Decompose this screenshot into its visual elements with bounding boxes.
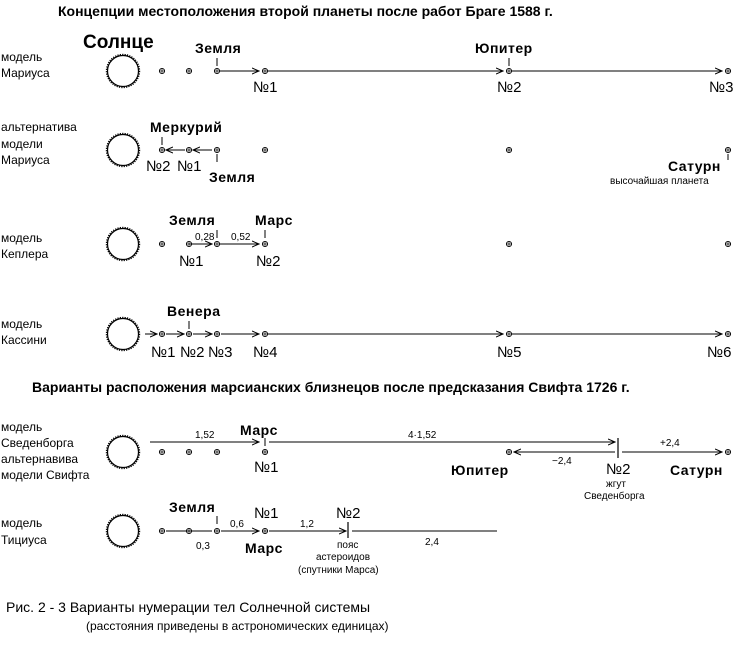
orbit-marker-icon — [159, 147, 164, 152]
orbit-marker-icon — [159, 528, 164, 533]
body-number: №2 — [606, 461, 631, 478]
orbit-marker-icon — [159, 68, 164, 73]
highest-planet-note: высочайшая планета — [610, 176, 709, 187]
planet-label-mercury: Меркурий — [150, 119, 223, 135]
orbit-marker-icon — [186, 449, 191, 454]
sun-icon — [107, 134, 140, 167]
row-label-line: альтернатива — [1, 120, 77, 134]
row-titius — [1, 499, 497, 576]
figure-caption: Рис. 2 - 3 Варианты нумерации тел Солнечной системы — [6, 599, 371, 615]
body-number: №6 — [707, 344, 732, 361]
sun-icon — [107, 436, 140, 469]
asteroid-belt-note: астероидов — [316, 552, 371, 563]
sun-icon — [107, 515, 140, 548]
planet-label-jupiter: Юпитер — [475, 40, 533, 56]
row-label-line: модель — [1, 317, 43, 331]
orbit-marker-icon — [186, 147, 191, 152]
orbit-marker-icon — [214, 68, 219, 73]
swedenborg-bundle-note: Сведенборга — [584, 491, 645, 502]
row-label-line: Мариуса — [1, 66, 50, 80]
distance-label: −2,4 — [552, 456, 572, 467]
orbit-marker-icon — [262, 147, 267, 152]
row-label-line: Мариуса — [1, 153, 50, 167]
planet-label-mars: Марс — [240, 422, 278, 438]
orbit-marker-icon — [262, 241, 267, 246]
body-number: №1 — [177, 158, 202, 175]
body-number: №2 — [497, 79, 522, 96]
orbit-marker-icon — [725, 68, 730, 73]
distance-label: +2,4 — [660, 438, 680, 449]
body-number: №3 — [709, 79, 734, 96]
body-number: №1 — [151, 344, 176, 361]
planet-label-earth: Земля — [169, 499, 216, 515]
orbit-marker-icon — [186, 331, 191, 336]
distance-label: 0,6 — [230, 519, 244, 530]
body-number: №2 — [256, 253, 281, 270]
orbit-marker-icon — [214, 241, 219, 246]
orbit-marker-icon — [159, 241, 164, 246]
orbit-marker-icon — [214, 528, 219, 533]
planet-label-venus: Венера — [167, 303, 221, 319]
row-kepler — [1, 212, 731, 270]
distance-label: 4·1,52 — [408, 430, 437, 441]
planet-label-saturn: Сатурн — [670, 462, 723, 478]
planet-label-earth: Земля — [209, 169, 256, 185]
row-label-line: модель — [1, 231, 43, 245]
orbit-marker-icon — [214, 147, 219, 152]
orbit-marker-icon — [186, 68, 191, 73]
sun-icon — [107, 228, 140, 261]
distance-label: 1,52 — [195, 430, 215, 441]
row-swedenborg — [1, 420, 731, 502]
sun-icon — [107, 55, 140, 88]
row-label-line: альтернавива — [1, 452, 78, 466]
orbit-marker-icon — [725, 331, 730, 336]
body-number: №2 — [146, 158, 171, 175]
body-number: №3 — [208, 344, 233, 361]
orbit-marker-icon — [725, 449, 730, 454]
distance-label: 0,3 — [196, 541, 210, 552]
row-label-line: модель — [1, 516, 43, 530]
orbit-marker-icon — [214, 449, 219, 454]
row-label-line: модели Свифта — [1, 468, 90, 482]
row-cassini — [1, 303, 731, 361]
distance-label: 0,52 — [231, 232, 251, 243]
body-number: №1 — [253, 79, 278, 96]
orbit-marker-icon — [506, 241, 511, 246]
planet-label-earth: Земля — [195, 40, 242, 56]
row-label-line: модели — [1, 137, 43, 151]
sun-icon — [107, 318, 140, 351]
orbit-marker-icon — [506, 68, 511, 73]
row-marius-alt — [1, 119, 731, 187]
orbit-marker-icon — [262, 528, 267, 533]
distance-label: 0,28 — [195, 232, 215, 243]
orbit-marker-icon — [214, 331, 219, 336]
body-number: №2 — [336, 505, 361, 522]
row-label-line: Тициуса — [1, 533, 47, 547]
planet-label-mars: Марс — [255, 212, 293, 228]
orbit-marker-icon — [159, 449, 164, 454]
orbit-marker-icon — [506, 331, 511, 336]
body-number: №1 — [254, 505, 279, 522]
body-number: №4 — [253, 344, 278, 361]
orbit-marker-icon — [159, 331, 164, 336]
orbit-marker-icon — [506, 449, 511, 454]
planet-label-saturn: Сатурн — [668, 158, 721, 174]
sun-label: Солнце — [83, 32, 154, 53]
orbit-marker-icon — [262, 449, 267, 454]
asteroid-belt-note: пояс — [337, 540, 359, 551]
row-label-line: модель — [1, 420, 43, 434]
row-label-line: модель — [1, 50, 43, 64]
row-label-line: Кассини — [1, 333, 47, 347]
orbit-marker-icon — [262, 68, 267, 73]
row-label-line: Сведенборга — [1, 436, 74, 450]
figure-caption-subtitle: (расстояния приведены в астрономических единицах) — [86, 619, 389, 633]
body-number: №1 — [179, 253, 204, 270]
planet-label-earth: Земля — [169, 212, 216, 228]
body-number: №1 — [254, 459, 279, 476]
middle-title: Варианты расположения марсианских близнецов после предсказания Свифта 1726 г. — [32, 379, 630, 395]
orbit-marker-icon — [506, 147, 511, 152]
planet-label-jupiter: Юпитер — [451, 462, 509, 478]
orbit-marker-icon — [725, 147, 730, 152]
swedenborg-bundle-note: жгут — [606, 479, 626, 490]
planet-label-mars: Марс — [245, 540, 283, 556]
body-number: №2 — [180, 344, 205, 361]
distance-label: 2,4 — [425, 537, 439, 548]
row-label-line: Кеплера — [1, 247, 49, 261]
distance-label: 1,2 — [300, 519, 314, 530]
top-title: Концепции местоположения второй планеты после работ Браге 1588 г. — [58, 3, 553, 19]
body-number: №5 — [497, 344, 522, 361]
orbit-marker-icon — [262, 331, 267, 336]
orbit-marker-icon — [725, 241, 730, 246]
asteroid-belt-note: (спутники Марса) — [298, 565, 379, 576]
